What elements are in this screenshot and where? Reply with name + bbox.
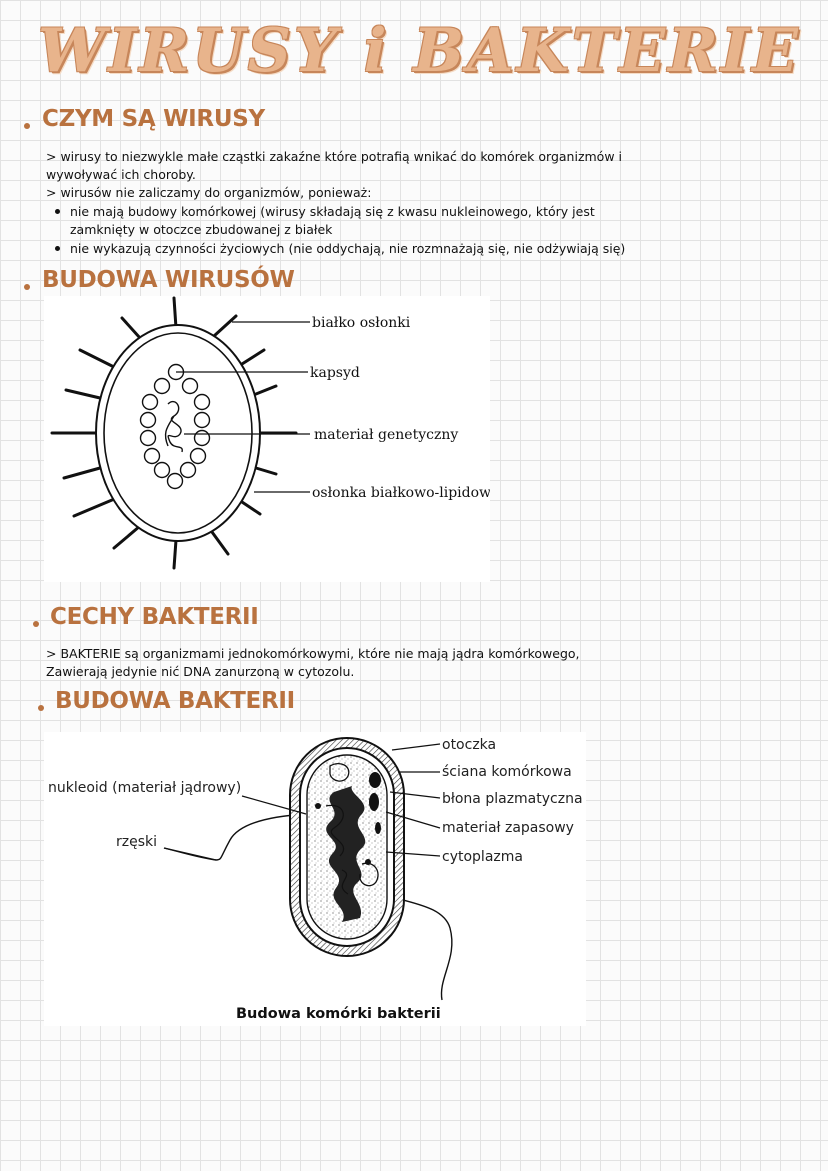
label-rzeski: rzęski xyxy=(116,834,158,850)
bacteria-description-line2: Zawierają jedynie nić DNA zanurzoną w cytozolu. xyxy=(46,664,355,679)
label-bialko-oslonki: białko osłonki xyxy=(312,315,411,331)
heading-budowa-bakterii: BUDOWA BAKTERII xyxy=(55,688,295,714)
diagram-caption: Budowa komórki bakterii xyxy=(236,1006,441,1022)
label-material-zapasowy: materiał zapasowy xyxy=(442,820,574,836)
list-bullet xyxy=(55,246,60,251)
bacteria-diagram xyxy=(44,732,586,1026)
bacteria-description-line1: > BAKTERIE są organizmami jednokomórkowymi, które nie mają jądra komórkowego, xyxy=(46,646,580,661)
virus-not-organism-line: > wirusów nie zaliczamy do organizmów, ponieważ: xyxy=(46,185,372,200)
label-cytoplazma: cytoplazma xyxy=(442,849,523,865)
page-title: WIRUSY i BAKTERIE xyxy=(38,16,801,86)
reason-no-life-functions: nie wykazują czynności życiowych (nie oddychają, nie rozmnażają się, nie odżywiają się) xyxy=(70,241,626,256)
label-blona-plazmatyczna: błona plazmatyczna xyxy=(442,791,583,807)
heading-czym-sa-wirusy: CZYM SĄ WIRUSY xyxy=(42,106,265,132)
reason-no-cell-structure-line1: nie mają budowy komórkowej (wirusy składają się z kwasu nukleinowego, który jest xyxy=(70,204,595,219)
heading-bullet xyxy=(24,284,30,290)
label-material-genetyczny: materiał genetyczny xyxy=(314,427,459,443)
label-kapsyd: kapsyd xyxy=(310,365,360,381)
reason-no-cell-structure-line2: zamknięty w otoczce zbudowanej z białek xyxy=(70,222,333,237)
heading-bullet xyxy=(24,123,30,129)
virus-definition-line2: wywoływać ich choroby. xyxy=(46,167,196,182)
label-nukleoid: nukleoid (materiał jądrowy) xyxy=(48,780,242,796)
heading-bullet xyxy=(38,705,44,711)
label-oslonka: osłonka białkowo-lipidowa xyxy=(312,485,490,501)
label-sciana-komorkowa: ściana komórkowa xyxy=(442,764,572,780)
list-bullet xyxy=(55,209,60,214)
heading-cechy-bakterii: CECHY BAKTERII xyxy=(50,604,259,630)
heading-budowa-wirusow: BUDOWA WIRUSÓW xyxy=(42,267,295,293)
virus-definition-line1: > wirusy to niezwykle małe cząstki zakaźne które potrafią wnikać do komórek organizmów i xyxy=(46,149,622,164)
heading-bullet xyxy=(33,621,39,627)
virus-diagram xyxy=(44,296,490,582)
label-otoczka: otoczka xyxy=(442,737,497,753)
